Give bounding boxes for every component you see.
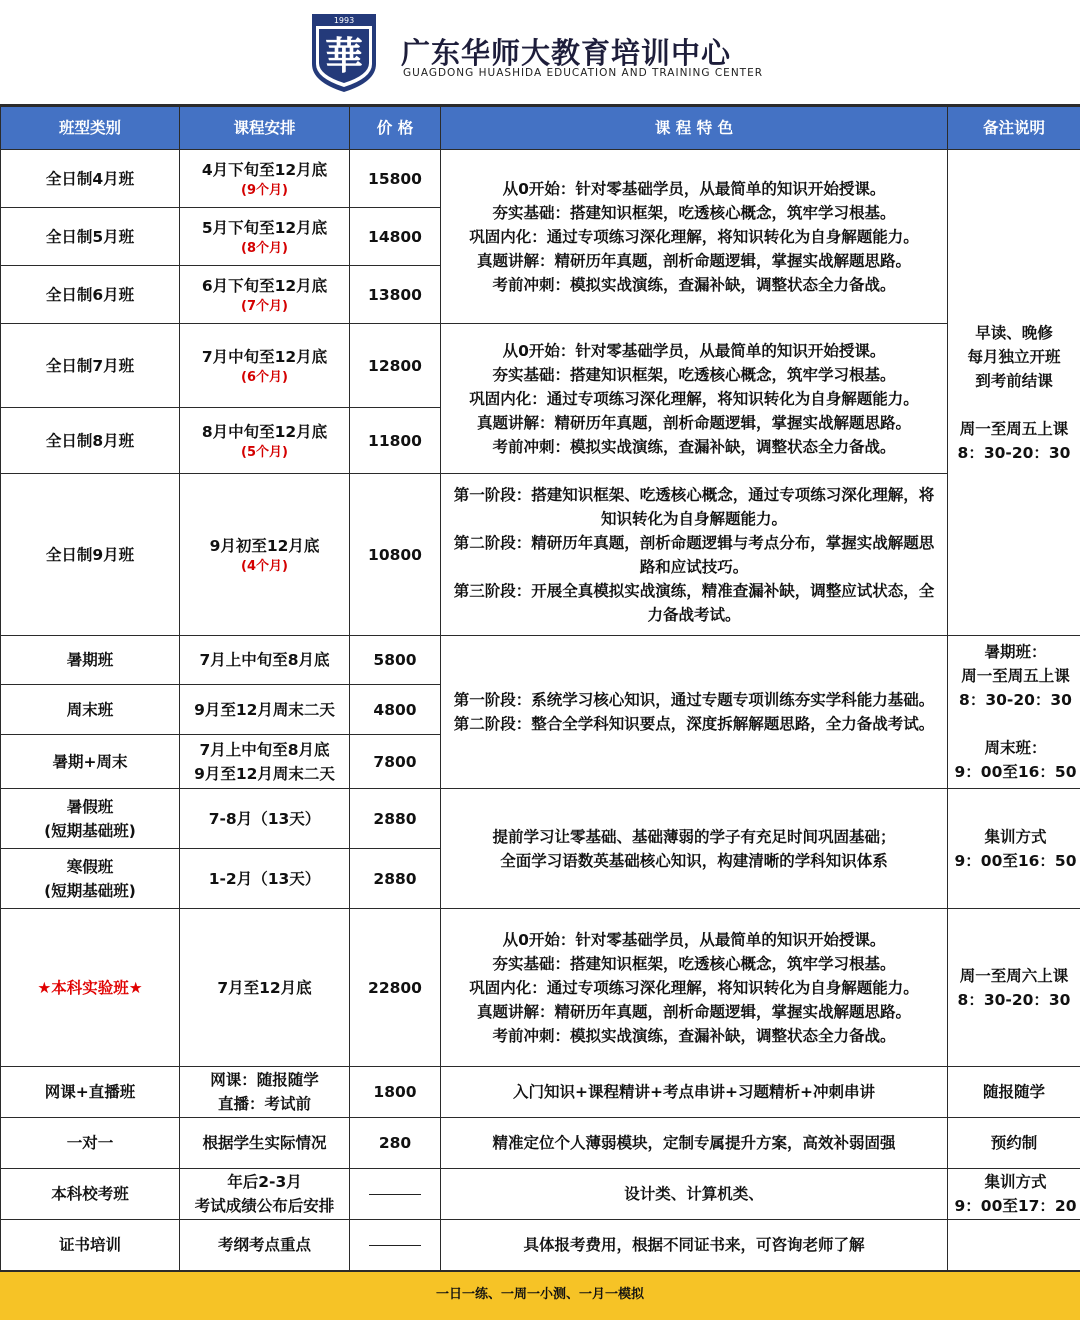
- table-row: [1, 1220, 1080, 1271]
- schedule-cell: 7月至12月底: [180, 909, 350, 1067]
- class-type: 寒假班: [66, 857, 114, 876]
- feature-line: 真题讲解：精研历年真题，剖析命题逻辑，掌握实战解题思路。: [476, 1002, 911, 1021]
- schedule-text: 6月下旬至12月底: [201, 276, 328, 295]
- note-cell: [948, 150, 1080, 636]
- feature-line: 真题讲解：精研历年真题，剖析命题逻辑，掌握实战解题思路。: [476, 413, 911, 432]
- feature-line: 夯实基础：搭建知识框架，吃透核心概念，筑牢学习根基。: [492, 954, 896, 973]
- feature-line: 夯实基础：搭建知识框架，吃透核心概念，筑牢学习根基。: [492, 203, 896, 222]
- price: 1800: [350, 1067, 441, 1118]
- class-type: 网课+直播班: [1, 1067, 180, 1118]
- table-row: [1, 474, 1080, 636]
- logo-year: 1993: [333, 16, 355, 25]
- note-line: 9：00至16：50: [954, 763, 1077, 781]
- note-line: 周末班：: [984, 739, 1047, 757]
- feature-line: 夯实基础：搭建知识框架，吃透核心概念，筑牢学习根基。: [492, 365, 896, 384]
- page-header: [0, 0, 1080, 106]
- table-row: [1, 1118, 1080, 1169]
- feature-line: 从0开始：针对零基础学员，从最简单的知识开始授课。: [502, 179, 886, 198]
- note-line: 8：30-20：30: [957, 990, 1071, 1009]
- note-line: 8：30-20：30: [959, 691, 1072, 709]
- price: 280: [350, 1118, 441, 1169]
- column-header-price: 价 格: [350, 107, 441, 150]
- feature-cell: 精准定位个人薄弱模块，定制专属提升方案，高效补弱固强: [441, 1118, 948, 1169]
- dash-line: [369, 1194, 421, 1195]
- note-cell: [948, 789, 1080, 909]
- class-type: 全日制6月班: [1, 266, 180, 324]
- feature-line: 考前冲刺：模拟实战演练，查漏补缺，调整状态全力备战。: [492, 1026, 896, 1045]
- schedule-cell: 考纲考点重点: [180, 1220, 350, 1271]
- table-row: [1, 789, 1080, 849]
- note-line: 集训方式: [984, 1173, 1047, 1191]
- schedule-cell: [180, 150, 350, 208]
- schedule-text: 9月至12月周末二天: [194, 764, 335, 783]
- schedule-text: 9月初至12月底: [209, 536, 320, 555]
- schedule-text: 4月下旬至12月底: [201, 160, 328, 179]
- column-header-type: 班型类别: [1, 107, 180, 150]
- feature-line: 知识转化为自身解题能力。: [600, 509, 787, 528]
- class-type: 全日制5月班: [1, 208, 180, 266]
- schedule-text: 5月下旬至12月底: [201, 218, 328, 237]
- table-row: [1, 909, 1080, 1067]
- course-table: [0, 106, 1080, 1271]
- price: 2880: [350, 789, 441, 849]
- note-line: 周一至周五上课: [961, 667, 1070, 685]
- class-type: 全日制7月班: [1, 324, 180, 408]
- price: 14800: [350, 208, 441, 266]
- price: 11800: [350, 408, 441, 474]
- feature-line: 全面学习语数英基础核心知识，构建清晰的学科知识体系: [500, 851, 888, 870]
- price-placeholder: [350, 1169, 441, 1220]
- price: 10800: [350, 474, 441, 636]
- column-header-notes: 备注说明: [948, 107, 1080, 150]
- table-row: [1, 1169, 1080, 1220]
- feature-line: 考前冲刺：模拟实战演练，查漏补缺，调整状态全力备战。: [492, 275, 896, 294]
- table-row: [1, 324, 1080, 408]
- note-line: 每月独立开班: [967, 347, 1061, 366]
- schedule-cell: 7-8月（13天）: [180, 789, 350, 849]
- price: 7800: [350, 735, 441, 789]
- duration-text: (8个月): [241, 240, 288, 256]
- feature-cell: 具体报考费用，根据不同证书来，可咨询老师了解: [441, 1220, 948, 1271]
- duration-text: (4个月): [241, 558, 288, 574]
- feature-cell: 设计类、计算机类、: [441, 1169, 948, 1220]
- schedule-cell: 7月上中旬至8月底: [180, 636, 350, 685]
- note-line: 8：30-20：30: [957, 443, 1071, 462]
- class-type-cell: [1, 789, 180, 849]
- schedule-text: 7月上中旬至8月底: [199, 740, 330, 759]
- price-placeholder: [350, 1220, 441, 1271]
- school-logo-icon: [310, 12, 378, 94]
- feature-line: 第一阶段：搭建知识框架、吃透核心概念，通过专项练习深化理解，将: [453, 485, 935, 504]
- feature-line: 真题讲解：精研历年真题，剖析命题逻辑，掌握实战解题思路。: [476, 251, 911, 270]
- table-row: [1, 150, 1080, 208]
- schedule-cell: [180, 735, 350, 789]
- schedule-text: 直播：考试前: [217, 1095, 311, 1113]
- table-header-row: [1, 107, 1080, 150]
- schedule-cell: [180, 324, 350, 408]
- duration-text: (6个月): [241, 369, 288, 385]
- note-cell: [948, 1220, 1080, 1271]
- schedule-cell: 9月至12月周末二天: [180, 685, 350, 735]
- price: 4800: [350, 685, 441, 735]
- note-line: 集训方式: [984, 827, 1047, 846]
- feature-line: 从0开始：针对零基础学员，从最简单的知识开始授课。: [502, 930, 886, 949]
- note-line: 9：00至17：20: [954, 1197, 1077, 1215]
- duration-text: (7个月): [241, 298, 288, 314]
- feature-line: 力备战考试。: [647, 605, 741, 624]
- class-type: 本科校考班: [1, 1169, 180, 1220]
- note-line: [951, 712, 1080, 736]
- feature-line: 第三阶段：开展全真模拟实战演练，精准查漏补缺，调整应试状态，全: [453, 581, 935, 600]
- schedule-text: 考试成绩公布后安排: [194, 1197, 335, 1215]
- footer-banner: 一日一练、一周一小测、一月一模拟: [0, 1271, 1080, 1320]
- feature-cell: [441, 150, 948, 324]
- feature-cell: [441, 636, 948, 789]
- page-title: 广东华师大教育培训中心: [401, 36, 732, 70]
- note-line: 周一至周五上课: [959, 419, 1069, 438]
- note-line: 9：00至16：50: [954, 851, 1077, 870]
- price: 2880: [350, 849, 441, 909]
- feature-line: 考前冲刺：模拟实战演练，查漏补缺，调整状态全力备战。: [492, 437, 896, 456]
- class-type: 全日制8月班: [1, 408, 180, 474]
- column-header-schedule: 课程安排: [180, 107, 350, 150]
- note-cell: 预约制: [948, 1118, 1080, 1169]
- schedule-text: 网课：随报随学: [210, 1071, 319, 1089]
- schedule-cell: [180, 408, 350, 474]
- feature-cell: [441, 324, 948, 474]
- schedule-cell: [180, 208, 350, 266]
- class-type: 全日制4月班: [1, 150, 180, 208]
- duration-text: (5个月): [241, 444, 288, 460]
- class-type: 一对一: [1, 1118, 180, 1169]
- schedule-text: 年后2-3月: [227, 1173, 302, 1191]
- feature-cell: 入门知识+课程精讲+考点串讲+习题精析+冲刺串讲: [441, 1067, 948, 1118]
- feature-cell: [441, 474, 948, 636]
- feature-cell: [441, 789, 948, 909]
- note-cell: 随报随学: [948, 1067, 1080, 1118]
- note-line: 到考前结课: [975, 371, 1053, 390]
- class-type: 暑假班: [66, 797, 114, 816]
- schedule-text: 7月中旬至12月底: [201, 347, 328, 366]
- class-type-cell: [1, 849, 180, 909]
- class-type: 全日制9月班: [1, 474, 180, 636]
- feature-line: 提前学习让零基础、基础薄弱的学子有充足时间巩固基础；: [492, 827, 896, 846]
- note-line: 周一至周六上课: [959, 966, 1069, 985]
- class-type: 证书培训: [1, 1220, 180, 1271]
- feature-line: 巩固内化：通过专项练习深化理解，将知识转化为自身解题能力。: [469, 389, 919, 408]
- feature-line: 路和应试技巧。: [639, 557, 749, 576]
- class-type-sub: (短期基础班): [44, 881, 136, 900]
- price: 13800: [350, 266, 441, 324]
- price: 15800: [350, 150, 441, 208]
- schedule-text: 8月中旬至12月底: [201, 422, 328, 441]
- dash-line: [369, 1245, 421, 1246]
- class-type-sub: (短期基础班): [44, 821, 136, 840]
- feature-line: 第二阶段：精研历年真题，剖析命题逻辑与考点分布，掌握实战解题思: [453, 533, 935, 552]
- note-cell: [948, 909, 1080, 1067]
- feature-line: 巩固内化：通过专项练习深化理解，将知识转化为自身解题能力。: [469, 978, 919, 997]
- class-type-highlight: ★本科实验班★: [1, 909, 180, 1067]
- note-line: 暑期班：: [984, 643, 1047, 661]
- page-subtitle: GUAGDONG HUASHIDA EDUCATION AND TRAINING CENTER: [403, 67, 764, 79]
- feature-line: 巩固内化：通过专项练习深化理解，将知识转化为自身解题能力。: [469, 227, 919, 246]
- class-type: 周末班: [1, 685, 180, 735]
- price: 12800: [350, 324, 441, 408]
- price: 5800: [350, 636, 441, 685]
- class-type: 暑期+周末: [1, 735, 180, 789]
- feature-cell: [441, 909, 948, 1067]
- price: 22800: [350, 909, 441, 1067]
- logo-character: 華: [324, 33, 364, 78]
- duration-text: (9个月): [241, 182, 288, 198]
- feature-line: 从0开始：针对零基础学员，从最简单的知识开始授课。: [502, 341, 886, 360]
- feature-line: 第一阶段：系统学习核心知识，通过专题专项训练夯实学科能力基础。: [453, 691, 935, 709]
- schedule-cell: [180, 474, 350, 636]
- column-header-features: 课 程 特 色: [441, 107, 948, 150]
- feature-line: 第二阶段：整合全学科知识要点，深度拆解解题思路，全力备战考试。: [453, 715, 935, 733]
- schedule-cell: 1-2月（13天）: [180, 849, 350, 909]
- schedule-cell: [180, 266, 350, 324]
- class-type: 暑期班: [1, 636, 180, 685]
- note-cell: [948, 1169, 1080, 1220]
- note-line: 早读、晚修: [975, 323, 1053, 342]
- schedule-cell: [180, 1169, 350, 1220]
- note-line: [948, 393, 1080, 417]
- table-row: [1, 1067, 1080, 1118]
- table-row: [1, 636, 1080, 685]
- schedule-cell: [180, 1067, 350, 1118]
- note-cell: [948, 636, 1080, 789]
- schedule-cell: 根据学生实际情况: [180, 1118, 350, 1169]
